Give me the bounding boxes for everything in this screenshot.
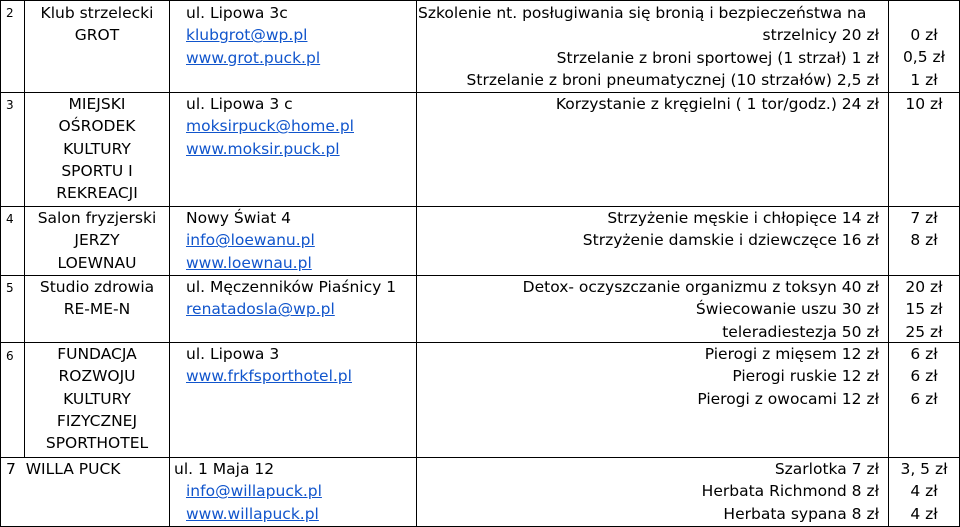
service-item: Pierogi z mięsem 12 zł <box>704 345 879 363</box>
service-item: Strzyżenie damskie i dziewczęce 16 zł <box>582 231 879 250</box>
venue-address: ul. 1 Maja 12 <box>174 460 275 478</box>
price-list <box>890 93 958 115</box>
service-item: Strzelanie z broni pneumatycznej (10 strzałów) 2,5 zł <box>466 70 879 89</box>
venue-name-line: GROT <box>74 26 120 45</box>
price-item: 0,5 zł <box>902 48 946 67</box>
venue-name-line: MIEJSKI <box>68 95 126 113</box>
service-item: Korzystanie z kręgielni ( 1 tor/godz.) 24 zł <box>555 95 879 113</box>
price-item: 8 zł <box>910 231 938 250</box>
price-item: 0 zł <box>910 26 938 44</box>
service-item: teleradiestezja 50 zł <box>722 322 879 341</box>
price-list <box>890 207 958 252</box>
row-number: 6 <box>6 349 14 363</box>
price-item: 15 zł <box>905 300 943 319</box>
venue-address: ul. Lipowa 3c <box>186 4 288 22</box>
website-link[interactable]: www.grot.puck.pl <box>186 48 321 67</box>
venue-contact <box>186 2 320 69</box>
venue-address: Nowy Świat 4 <box>186 209 292 227</box>
service-item: Świecowanie uszu 30 zł <box>695 300 879 319</box>
venue-name-line: KULTURY <box>63 139 131 158</box>
venue-contact <box>186 343 352 388</box>
row-number: 4 <box>6 212 14 226</box>
venue-address: ul. Lipowa 3 c <box>186 95 293 113</box>
row-number: 3 <box>6 98 14 112</box>
email-link[interactable]: info@loewanu.pl <box>186 231 315 250</box>
price-list <box>890 276 958 343</box>
column-divider <box>0 0 1 527</box>
service-item: Szarlotka 7 zł <box>774 460 879 478</box>
service-item: Detox- oczyszczanie organizmu z toksyn 40 zł <box>522 278 879 296</box>
row-number: 7 <box>6 460 16 478</box>
venue-name-line: LOEWNAU <box>57 253 137 272</box>
venue-name <box>26 207 168 274</box>
venue-name-line: SPORTHOTEL <box>45 434 149 453</box>
venue-name-line: WILLA PUCK <box>25 460 121 478</box>
venue-name-line: REKREACJI <box>56 184 138 203</box>
venue-name-line: ROZWOJU <box>58 367 136 386</box>
venue-name-line: RE-ME-N <box>63 300 131 319</box>
column-divider <box>169 0 170 527</box>
website-link[interactable]: www.loewnau.pl <box>186 253 312 272</box>
venue-name-line: Klub strzelecki <box>40 4 154 22</box>
price-item: 25 zł <box>905 322 943 341</box>
venue-address: ul. Lipowa 3 <box>186 345 280 363</box>
price-list <box>890 458 958 525</box>
venue-name-line: JERZY <box>74 231 120 250</box>
column-divider <box>24 0 25 457</box>
venue-name-line: FIZYCZNEJ <box>56 411 138 430</box>
services-list <box>418 343 879 410</box>
services-list <box>418 93 879 115</box>
services-list <box>418 207 879 252</box>
service-item: Szkolenie nt. posługiwania się bronią i bezpieczeństwa na <box>418 4 867 22</box>
price-item: 3, 5 zł <box>900 460 948 478</box>
price-item: 7 zł <box>910 209 938 227</box>
service-item: Herbata sypana 8 zł <box>723 504 879 523</box>
venue-contact <box>186 276 396 321</box>
venue-name-line: OŚRODEK <box>58 117 136 136</box>
price-item: 4 zł <box>910 482 938 501</box>
service-item: Herbata Richmond 8 zł <box>701 482 879 501</box>
venue-name-line: KULTURY <box>63 389 131 408</box>
email-link[interactable]: info@willapuck.pl <box>186 482 322 501</box>
venue-name-line: Studio zdrowia <box>39 278 155 296</box>
website-link[interactable]: www.willapuck.pl <box>186 504 319 523</box>
services-list <box>418 458 879 525</box>
venue-name <box>6 458 120 480</box>
price-item: 1 zł <box>910 70 938 89</box>
services-list <box>418 2 879 91</box>
price-item: 6 zł <box>910 389 938 408</box>
venue-contact <box>186 93 354 160</box>
service-item: Strzyżenie męskie i chłopięce 14 zł <box>607 209 879 227</box>
price-item: 6 zł <box>910 367 938 386</box>
website-link[interactable]: www.frkfsporthotel.pl <box>186 367 352 386</box>
price-list <box>890 343 958 410</box>
service-item: Pierogi ruskie 12 zł <box>732 367 879 386</box>
venue-contact <box>186 207 315 274</box>
service-item: Strzelanie z broni sportowej (1 strzał) 1 zł <box>556 48 879 67</box>
row-number: 2 <box>6 6 14 20</box>
website-link[interactable]: www.moksir.puck.pl <box>186 139 340 158</box>
column-divider <box>416 0 417 527</box>
venue-name <box>26 276 168 321</box>
venue-name <box>26 93 168 204</box>
venue-contact <box>174 458 322 525</box>
venue-name-line: SPORTU I <box>61 161 133 180</box>
venue-name-line: FUNDACJA <box>57 345 137 363</box>
service-item: Pierogi z owocami 12 zł <box>697 389 879 408</box>
services-list <box>418 276 879 343</box>
venue-name <box>26 343 168 454</box>
row-number: 5 <box>6 281 14 295</box>
price-item: 20 zł <box>905 278 943 296</box>
price-item: 6 zł <box>910 345 938 363</box>
email-link[interactable]: renatadosla@wp.pl <box>186 300 335 319</box>
price-item: 10 zł <box>905 95 943 113</box>
venue-name <box>26 2 168 47</box>
column-divider <box>888 0 889 527</box>
service-item: strzelnicy 20 zł <box>762 26 879 45</box>
email-link[interactable]: moksirpuck@home.pl <box>186 117 354 136</box>
venue-address: ul. Męczenników Piaśnicy 1 <box>186 278 397 296</box>
row-divider <box>0 0 960 1</box>
email-link[interactable]: klubgrot@wp.pl <box>186 26 308 45</box>
venue-name-line: Salon fryzjerski <box>37 209 157 227</box>
price-list <box>890 24 958 91</box>
price-item: 4 zł <box>910 504 938 523</box>
